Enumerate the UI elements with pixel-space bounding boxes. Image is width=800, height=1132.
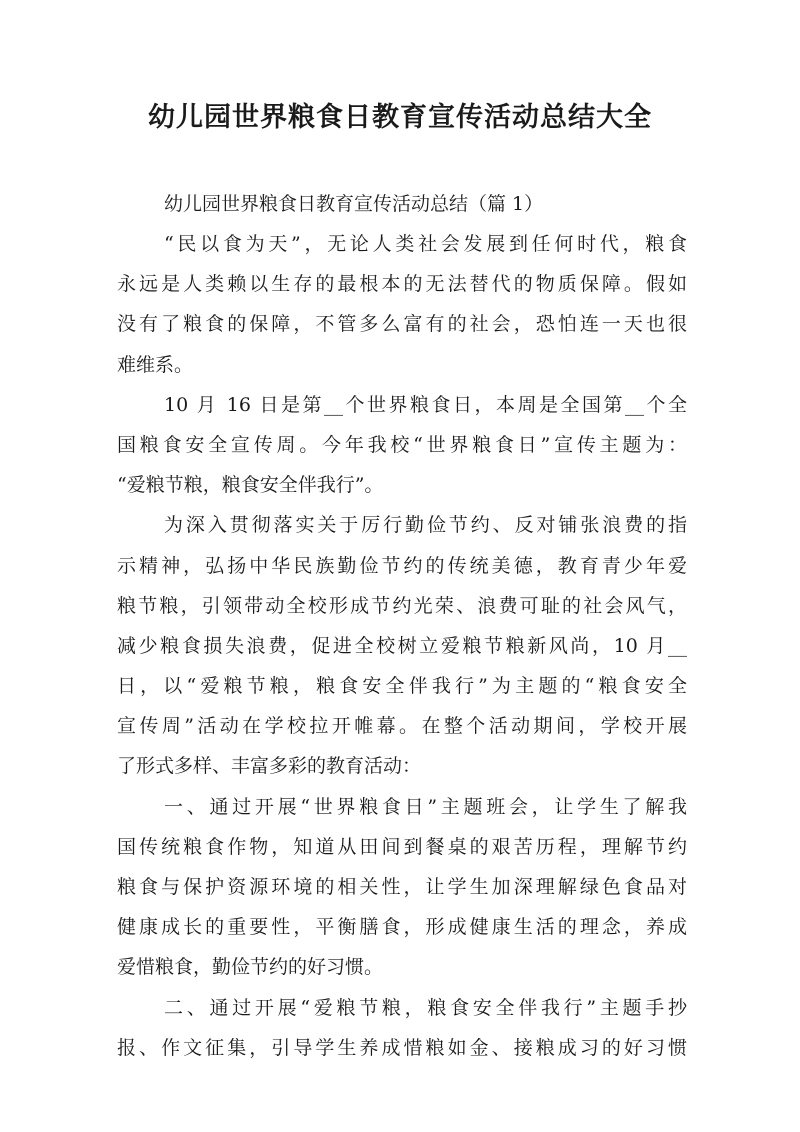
text-line: 报、作文征集，引导学生养成惜粮如金、接粮成习的好习惯 [117,1036,687,1059]
text-line: 粮食与保护资源环境的相关性，让学生加深理解绿色食品对 [117,876,687,898]
text-line: 10 月 16 日是第__个世界粮食日，本周是全国第__个全 [164,393,687,416]
text-line: 难维系。 [117,353,194,376]
paragraph [117,224,687,385]
text-line: 健康成长的重要性，平衡膳食，形成健康生活的理念，养成 [117,916,687,939]
text-line: 没有了粮食的保障，不管多么富有的社会，恐怕连一天也很 [117,313,687,336]
text-line: 一、通过开展“世界粮食日”主题班会，让学生了解我 [164,795,687,818]
paragraph [117,988,687,1068]
text-line: 粮节粮，引领带动全校形成节约光荣、浪费可耻的社会风气， [117,594,687,617]
text-line: 了形式多样、丰富多彩的教育活动： [117,755,422,778]
page-title: 幼儿园世界粮食日教育宣传活动总结大全 [148,102,652,133]
paragraph [117,787,687,988]
text-line: 日，以“爱粮节粮，粮食安全伴我行”为主题的“粮食安全 [117,675,687,698]
text-line: 二、通过开展“爱粮节粮，粮食安全伴我行”主题手抄 [164,996,687,1019]
section-subtitle: 幼儿园世界粮食日教育宣传活动总结（篇 1） [164,193,544,215]
paragraph [117,505,687,786]
body-text [117,224,687,1068]
text-line: 示精神，弘扬中华民族勤俭节约的传统美德，教育青少年爱 [117,554,687,577]
text-line: “爱粮节粮，粮食安全伴我行”。 [117,474,384,497]
text-line: “民以食为天”，无论人类社会发展到任何时代，粮食 [164,233,687,255]
text-line: 永远是人类赖以生存的最根本的无法替代的物质保障。假如 [117,273,687,296]
text-line: 宣传周”活动在学校拉开帷幕。在整个活动期间，学校开展 [117,715,687,738]
text-line: 减少粮食损失浪费，促进全校树立爱粮节粮新风尚，10 月__ [117,634,687,657]
text-line: 国传统粮食作物，知道从田间到餐桌的艰苦历程，理解节约 [117,835,687,858]
text-line: 爱惜粮食，勤俭节约的好习惯。 [117,956,384,979]
text-line: 国粮食安全宣传周。今年我校“世界粮食日”宣传主题为： [117,433,687,456]
text-line: 为深入贯彻落实关于厉行勤俭节约、反对铺张浪费的指 [164,514,687,537]
paragraph [117,385,687,506]
